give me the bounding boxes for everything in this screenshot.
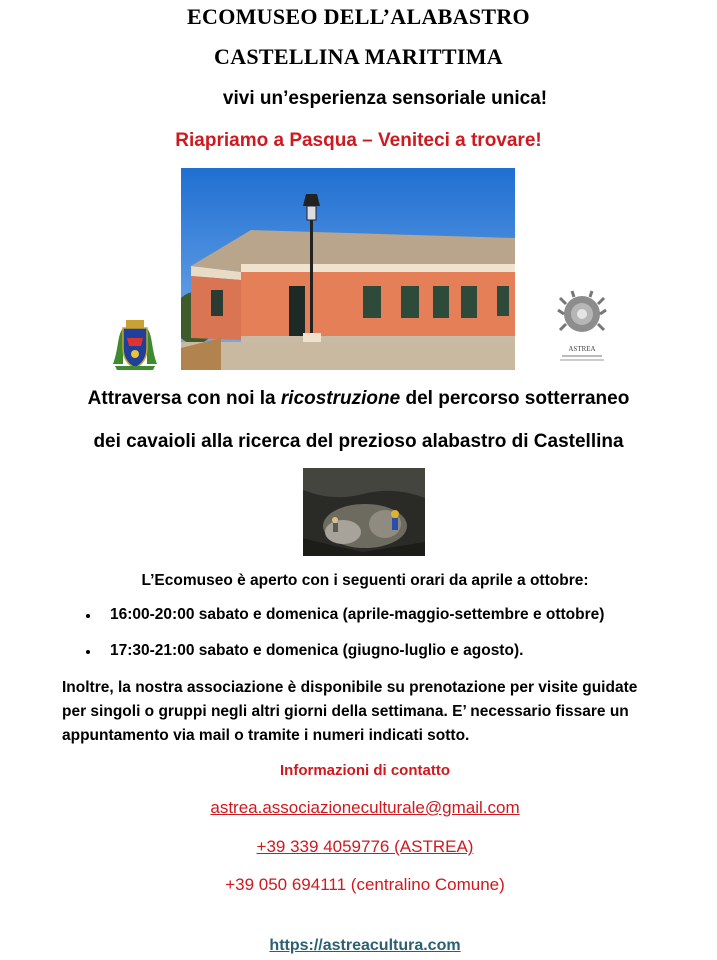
- shell-logo-icon: [556, 290, 608, 336]
- notice-line-1: Inoltre, la nostra associazione è disponibile su prenotazione per visite guidate: [62, 679, 638, 696]
- contact-heading: Informazioni di contatto: [280, 762, 450, 779]
- phone-comune: +39 050 694111 (centralino Comune): [225, 875, 505, 894]
- quarry-cave-photo: [303, 468, 425, 556]
- phone-astrea-link[interactable]: +39 339 4059776 (ASTREA): [256, 837, 474, 856]
- hours-item: 16:00-20:00 sabato e domenica (aprile-maggio-settembre e ottobre): [110, 606, 605, 623]
- reopening-notice: Riapriamo a Pasqua – Veniteci a trovare!: [175, 130, 542, 151]
- email-link[interactable]: astrea.associazioneculturale@gmail.com: [210, 798, 520, 817]
- hours-heading: L’Ecomuseo è aperto con i seguenti orari da aprile a ottobre:: [141, 572, 589, 589]
- notice-line-2: per singoli o gruppi negli altri giorni della settimana. E’ necessario fissare un: [62, 703, 629, 720]
- intro-line-1: Attraversa con noi la ricostruzione del percorso sotterraneo: [87, 388, 630, 409]
- coat-of-arms-icon: [109, 318, 161, 372]
- astrea-logo-text: ASTREA: [568, 345, 596, 353]
- museum-building-photo: [181, 168, 515, 370]
- title-line-1: ECOMUSEO DELL’ALABASTRO: [187, 4, 530, 29]
- intro-line-2: dei cavaioli alla ricerca del prezioso alabastro di Castellina: [93, 431, 624, 452]
- website-link[interactable]: https://astreacultura.com: [269, 937, 461, 954]
- tagline: vivi un’esperienza sensoriale unica!: [222, 88, 548, 109]
- title-line-2: CASTELLINA MARITTIMA: [214, 44, 503, 69]
- notice-line-3: appuntamento via mail o tramite i numeri indicati sotto.: [62, 727, 470, 744]
- hours-item: 17:30-21:00 sabato e domenica (giugno-luglio e agosto).: [110, 642, 524, 659]
- astrea-logo: [556, 290, 608, 364]
